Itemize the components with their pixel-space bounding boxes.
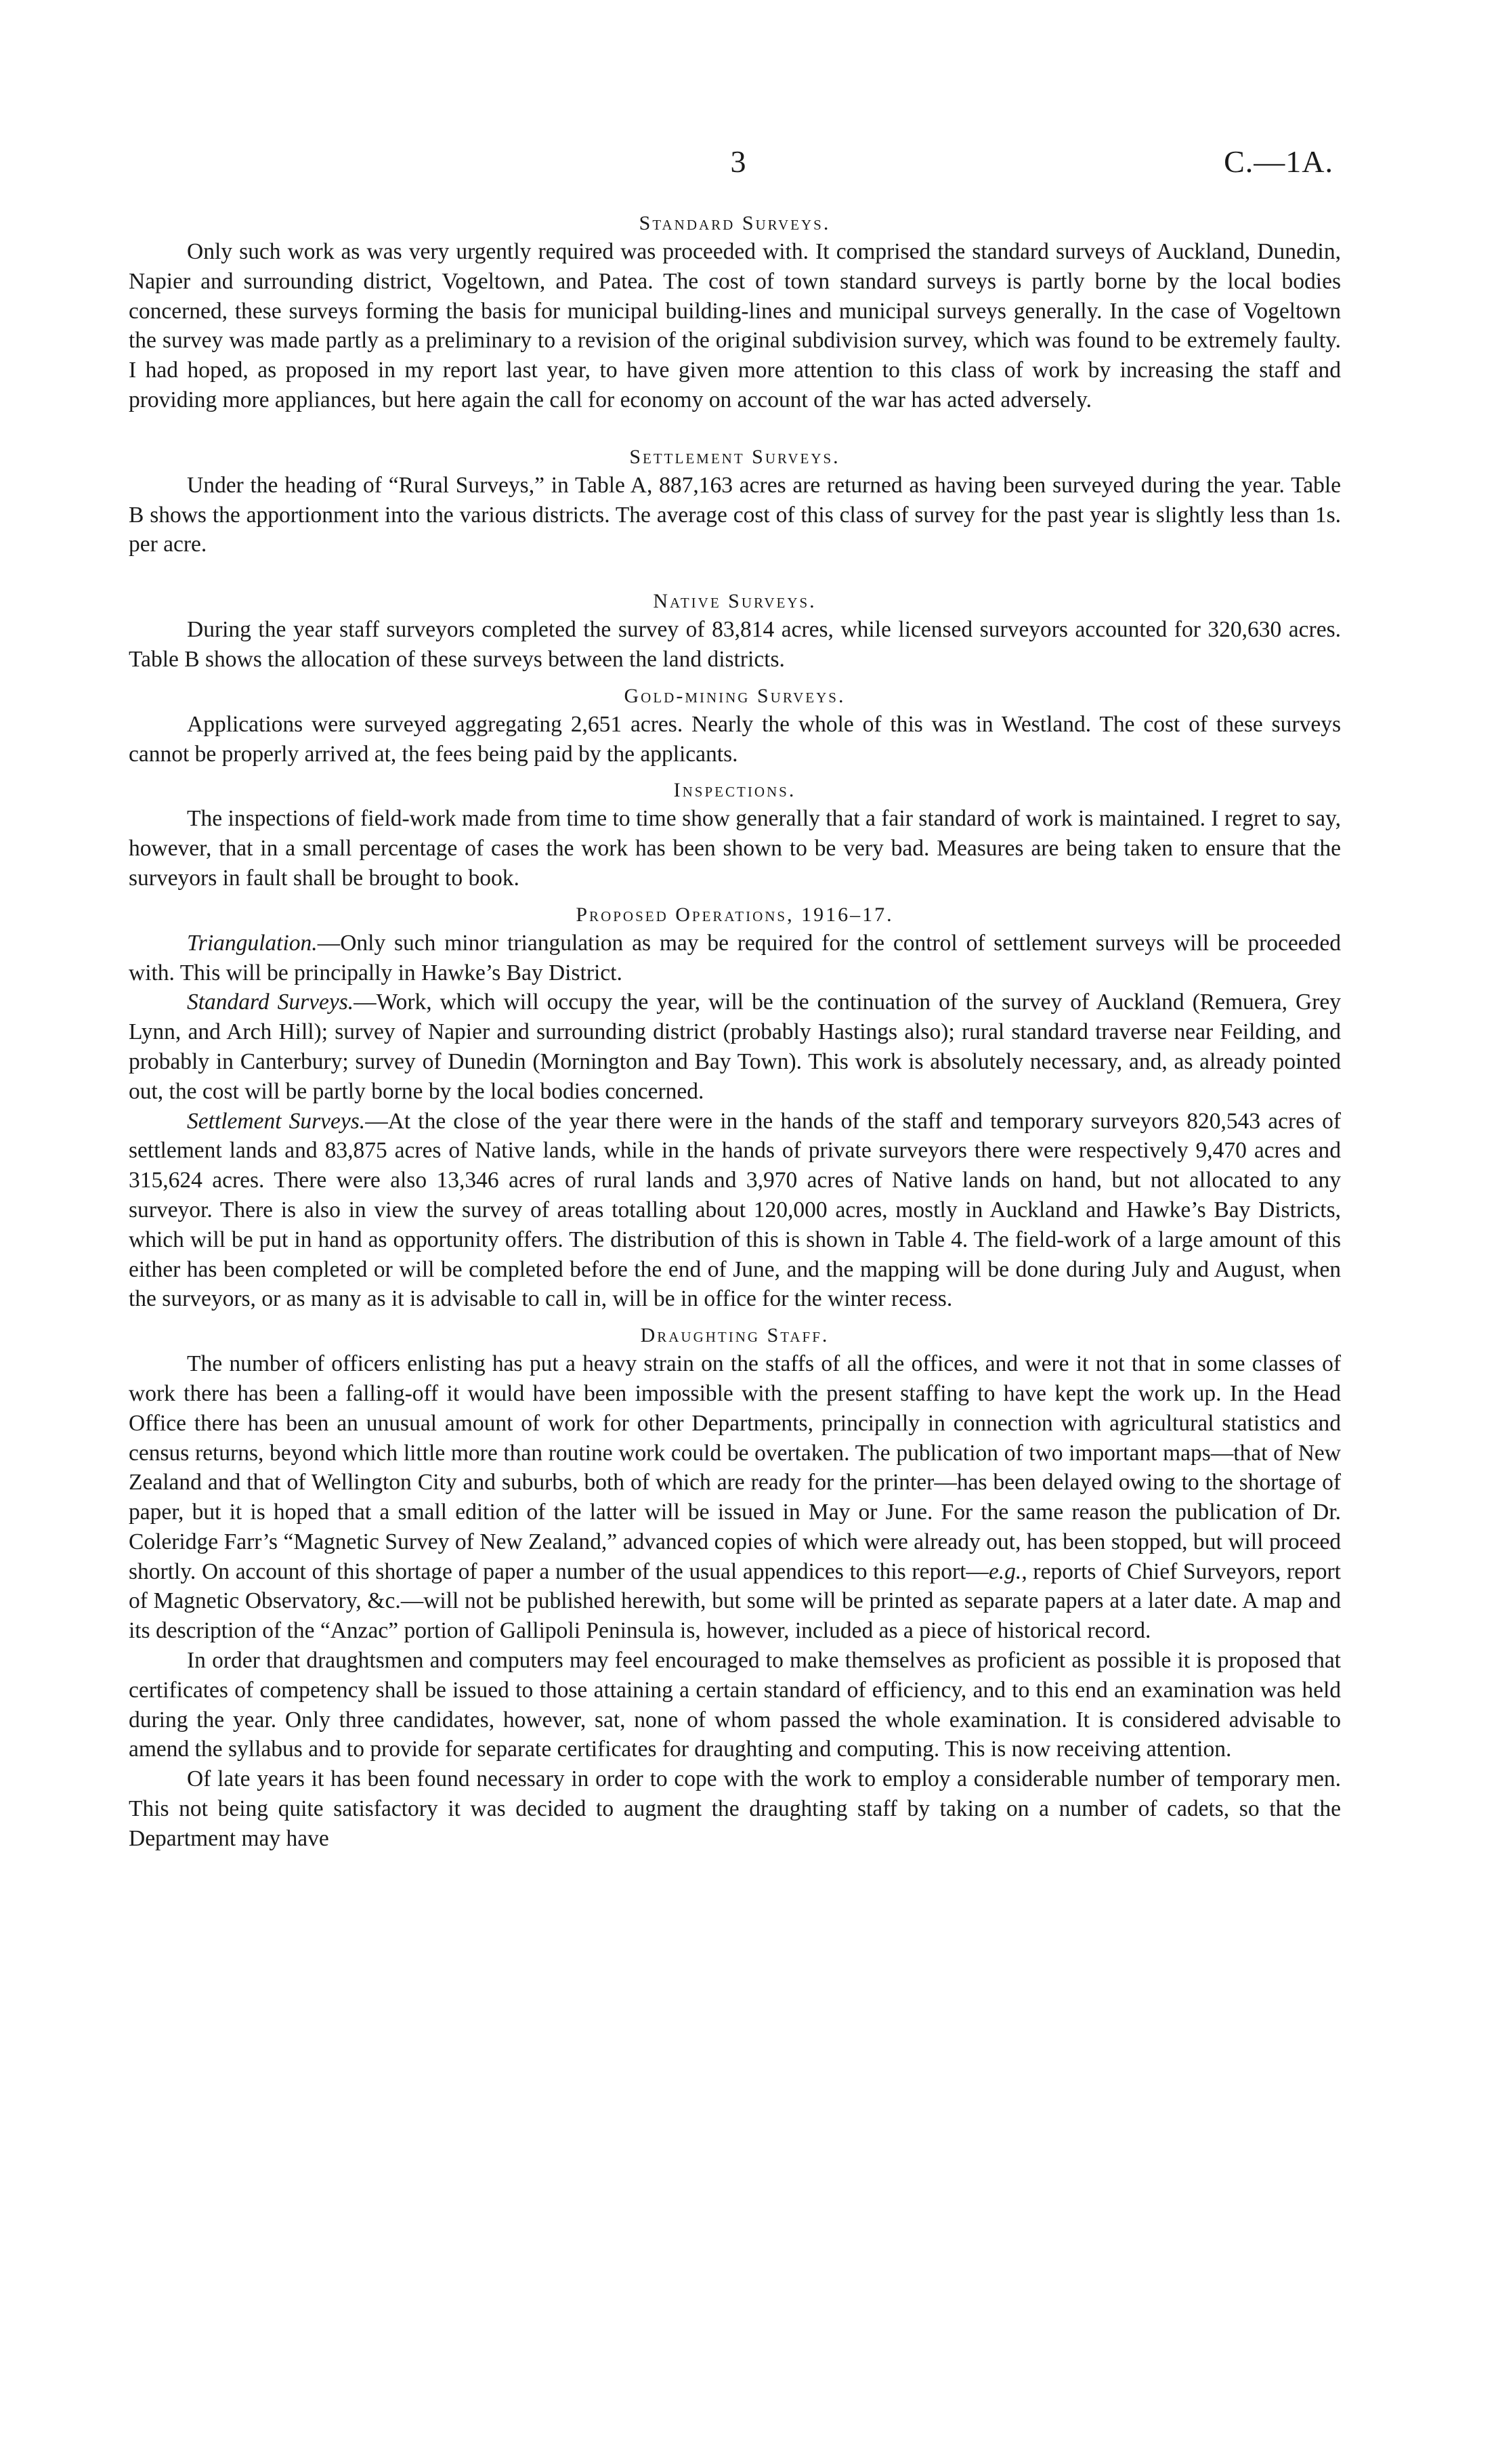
proposed-standard-lead: Standard Surveys. (187, 990, 354, 1015)
heading-gold-mining-surveys: Gold-mining Surveys. (624, 684, 846, 707)
proposed-settlement-surveys-paragraph (129, 1107, 1341, 1315)
heading-inspections: Inspections. (673, 779, 796, 802)
draughting-p1-part-a: The number of officers enlisting has put a heavy strain on the staffs of all the offices, and were it not that in some classes of work there has been a falling-off it would have been impossible with the present staffing to have kept the work up. In the Head Office there has been an unusual amount of work for other Departments, principally in connection with agricultural statistics and census returns, beyond which little more than routine work could be overtaken. The publication of two important maps—that of New Zealand and that of Wellington City and suburbs, both of which are ready for the printer—has been delayed owing to the shortage of paper, but it is hoped that a small edition of the latter will be issued in May or June. For the same reason the publication of Dr. Coleridge Farr’s “Magnetic Survey of New Zealand,” advanced copies of which were already out, has been stopped, but will proceed shortly. On account of this shortage of paper a number of the usual appendices to this report— (129, 1351, 1341, 1584)
triangulation-paragraph (129, 929, 1341, 988)
heading-proposed-operations: Proposed Operations, 1916–17. (576, 903, 894, 926)
draughting-paragraph-3: Of late years it has been found necessary in order to cope with the work to employ a considerable number of temporary men. This not being quite satisfactory it was decided to augment the draughting staff by taking on a number of cadets, so that the Department may have (129, 1766, 1341, 1851)
draughting-paragraph-1 (129, 1349, 1341, 1646)
proposed-settlement-lead: Settlement Surveys. (187, 1108, 366, 1134)
draughting-paragraph-2: In order that draughtsmen and computers may feel encouraged to make themselves as proficient as possible it is proposed that certificates of competency shall be issued to those attaining a certain standard of efficiency, and to this end an examination was held during the year. Only three candidates, however, sat, none of whom passed the whole examination. It is considered advisable to amend the syllabus and to provide for separate certificates for draughting and computing. This is now receiving attention. (129, 1648, 1341, 1762)
page-body (129, 210, 1341, 1854)
gold-mining-surveys-paragraph: Applications were surveyed aggregating 2,651 acres. Nearly the whole of this was in Westland. The cost of these surveys cannot be properly arrived at, the fees being paid by the applicants. (129, 711, 1341, 767)
settlement-surveys-paragraph: Under the heading of “Rural Surveys,” in Table A, 887,163 acres are returned as having been surveyed during the year. Table B shows the apportionment into the various districts. The average cost of this class of survey for the past year is slightly less than 1s. per acre. (129, 472, 1341, 557)
page-number: 3 (730, 144, 746, 179)
proposed-settlement-text: —At the close of the year there were in the hands of the staff and temporary surveyors 820,543 acres of settlement lands and 83,875 acres of Native lands, while in the hands of private surveyors there were respectively 9,470 acres and 315,624 acres. There were also 13,346 acres of rural lands and 3,970 acres of Native lands on hand, but not allocated to any surveyor. There is also in view the survey of areas totalling about 120,000 acres, mostly in Auckland and Hawke’s Bay Districts, which will be put in hand as opportunity offers. The distribution of this is shown in Table 4. The field-work of a large amount of this either has been completed or will be completed before the end of June, and the mapping will be done during July and August, when the surveyors, or as many as it is advisable to call in, will be in office for the winter recess. (129, 1108, 1341, 1312)
heading-native-surveys: Native Surveys. (653, 590, 817, 613)
heading-standard-surveys: Standard Surveys. (639, 212, 831, 234)
triangulation-text: —Only such minor triangulation as may be required for the control of settlement surveys will be proceeded with. This will be principally in Hawke’s Bay District. (129, 930, 1341, 985)
native-surveys-paragraph: During the year staff surveyors completed the survey of 83,814 acres, while licensed surveyors accounted for 320,630 acres. Table B shows the allocation of these surveys between the land districts. (129, 617, 1341, 672)
inspections-paragraph: The inspections of field-work made from time to time show generally that a fair standard of work is maintained. I regret to say, however, that in a small percentage of cases the work has been shown to be very bad. Measures are being taken to ensure that the surveyors in fault shall be brought to book. (129, 806, 1341, 891)
triangulation-lead: Triangulation. (187, 930, 318, 956)
heading-draughting-staff: Draughting Staff. (640, 1324, 830, 1347)
standard-surveys-paragraph: Only such work as was very urgently required was proceeded with. It comprised the standard surveys of Auckland, Dunedin, Napier and surrounding district, Vogeltown, and Patea. The cost of town standard surveys is partly borne by the local bodies concerned, these surveys forming the basis for municipal building-lines and municipal surveys generally. In the case of Vogeltown the survey was made partly as a preliminary to a revision of the original subdivision survey, which was found to be extremely faulty. I had hoped, as proposed in my report last year, to have given more attention to this class of work by increasing the staff and providing more appliances, but here again the call for economy on account of the war has acted adversely. (129, 239, 1341, 412)
draughting-p1-eg: e.g. (988, 1558, 1022, 1584)
heading-settlement-surveys: Settlement Surveys. (629, 445, 840, 468)
document-reference: C.—1A. (1224, 144, 1333, 179)
proposed-standard-text: —Work, which will occupy the year, will be the continuation of the survey of Auckland (Remuera, Grey Lynn, and Arch Hill); survey of Napier and surrounding district (probably Hastings also); rural standard traverse near Feilding, and probably in Canterbury; survey of Dunedin (Mornington and Bay Town). This work is absolutely necessary, and, as already pointed out, the cost will be partly borne by the local bodies concerned. (129, 990, 1341, 1104)
draughting-p1-part-b: , reports of Chief Surveyors, report of Magnetic Observatory, &c.—will not be published herewith, but some will be printed as separate papers at a later date. A map and its description of the “Anzac” portion of Gallipoli Peninsula is, however, included as a piece of historical record. (129, 1558, 1341, 1644)
proposed-standard-surveys-paragraph (129, 987, 1341, 1106)
